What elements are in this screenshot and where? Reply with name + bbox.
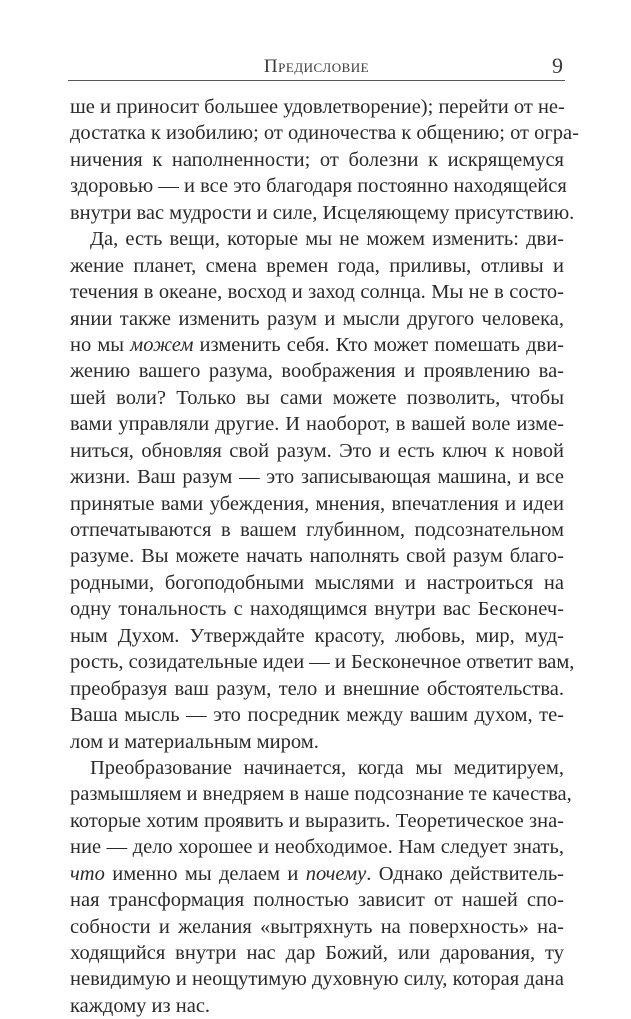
page-number: 9 [552,53,563,78]
text-line: вами управляли другие. И наоборот, в вашей воле изме- [70,413,564,436]
text-line: ным Духом. Утверждайте красоту, любовь, мир, муд- [70,624,564,647]
text-line: Преобразование начинается, когда мы медитируем, [90,756,564,779]
text-line: ниться, обновляя свой разум. Это и есть ключ к новой [70,439,564,462]
text-line: жение планет, смена времен года, приливы, отливы и [70,254,564,277]
text-line: ходящийся внутри нас дар Божий, или дарования, ту [70,942,564,964]
text-line: одну тональность с находящимся внутри вас Бесконеч- [70,598,564,621]
text-line: шей воли? Только вы сами можете позволить, чтобы [70,386,564,409]
text-line: ние — дело хорошее и необходимое. Нам следует знать, [70,836,564,859]
emphasis: можем [130,333,194,356]
text-line: каждому из нас. [70,994,211,1017]
text-line: ничения к наполненности; от болезни к искрящемуся [70,148,564,171]
text-line: ная трансформация полностью зависит от нашей спо- [70,889,564,912]
text-line: рость, созидательные идеи — и Бесконечное ответит вам, [70,651,575,674]
paragraph [70,755,572,1019]
text-line: но мы можем изменить себя. Кто может помешать дви- [70,333,564,356]
text-line: размышляем и внедряем в наше подсознание те качества, [70,783,572,806]
text-line: которые хотим проявить и выразить. Теоретическое зна- [70,809,564,832]
text-line: внутри вас мудрости и силе, Исцеляющему присутствию. [70,201,575,224]
text-line: янии также изменить разум и мысли другого человека, [70,307,564,330]
page-body [70,94,579,1019]
text-line: ше и приносит большее удовлетворение); перейти от не- [70,96,565,118]
text-line: течения в океане, восход и заход солнца. Мы не в состо- [70,281,564,304]
text-line: разуме. Вы можете начать наполнять свой разум благо- [70,545,564,568]
text-line: родными, богоподобными мыслями и настроиться на [70,571,564,594]
text-line: Да, есть вещи, которые мы не можем изменить: дви- [90,228,564,251]
text-line: здоровью — и все это благодаря постоянно находящейся [70,175,567,198]
text-line: жению вашего разума, воображения и проявлению ва- [70,360,564,383]
text-line: преобразуя ваш разум, тело и внешние обстоятельства. [70,677,564,700]
text-line: лом и материальным миром. [70,730,319,753]
paragraph [70,226,575,755]
text-line: принятые вами убеждения, мнения, впечатления и идеи [70,492,564,515]
text-line: жизни. Ваш разум — это записывающая машина, и все [70,466,564,489]
text-line: невидимую и неощутимую духовную силу, которая дана [70,968,564,991]
text-line: отпечатываются в вашем глубинном, подсознательном [70,519,564,541]
running-header [68,53,565,81]
emphasis: почему [305,862,367,885]
text-line: собности и желания «вытряхнуть на поверхность» на- [70,915,564,938]
emphasis: что [70,862,105,885]
chapter-title: Предисловие [263,56,370,77]
text-line: что именно мы делаем и почему. Однако действитель- [70,862,564,885]
text-line: достатка к изобилию; от одиночества к общению; от огра- [70,122,579,145]
paragraph [70,94,579,226]
text-line: Ваша мысль — это посредник между вашим духом, те- [70,704,564,727]
